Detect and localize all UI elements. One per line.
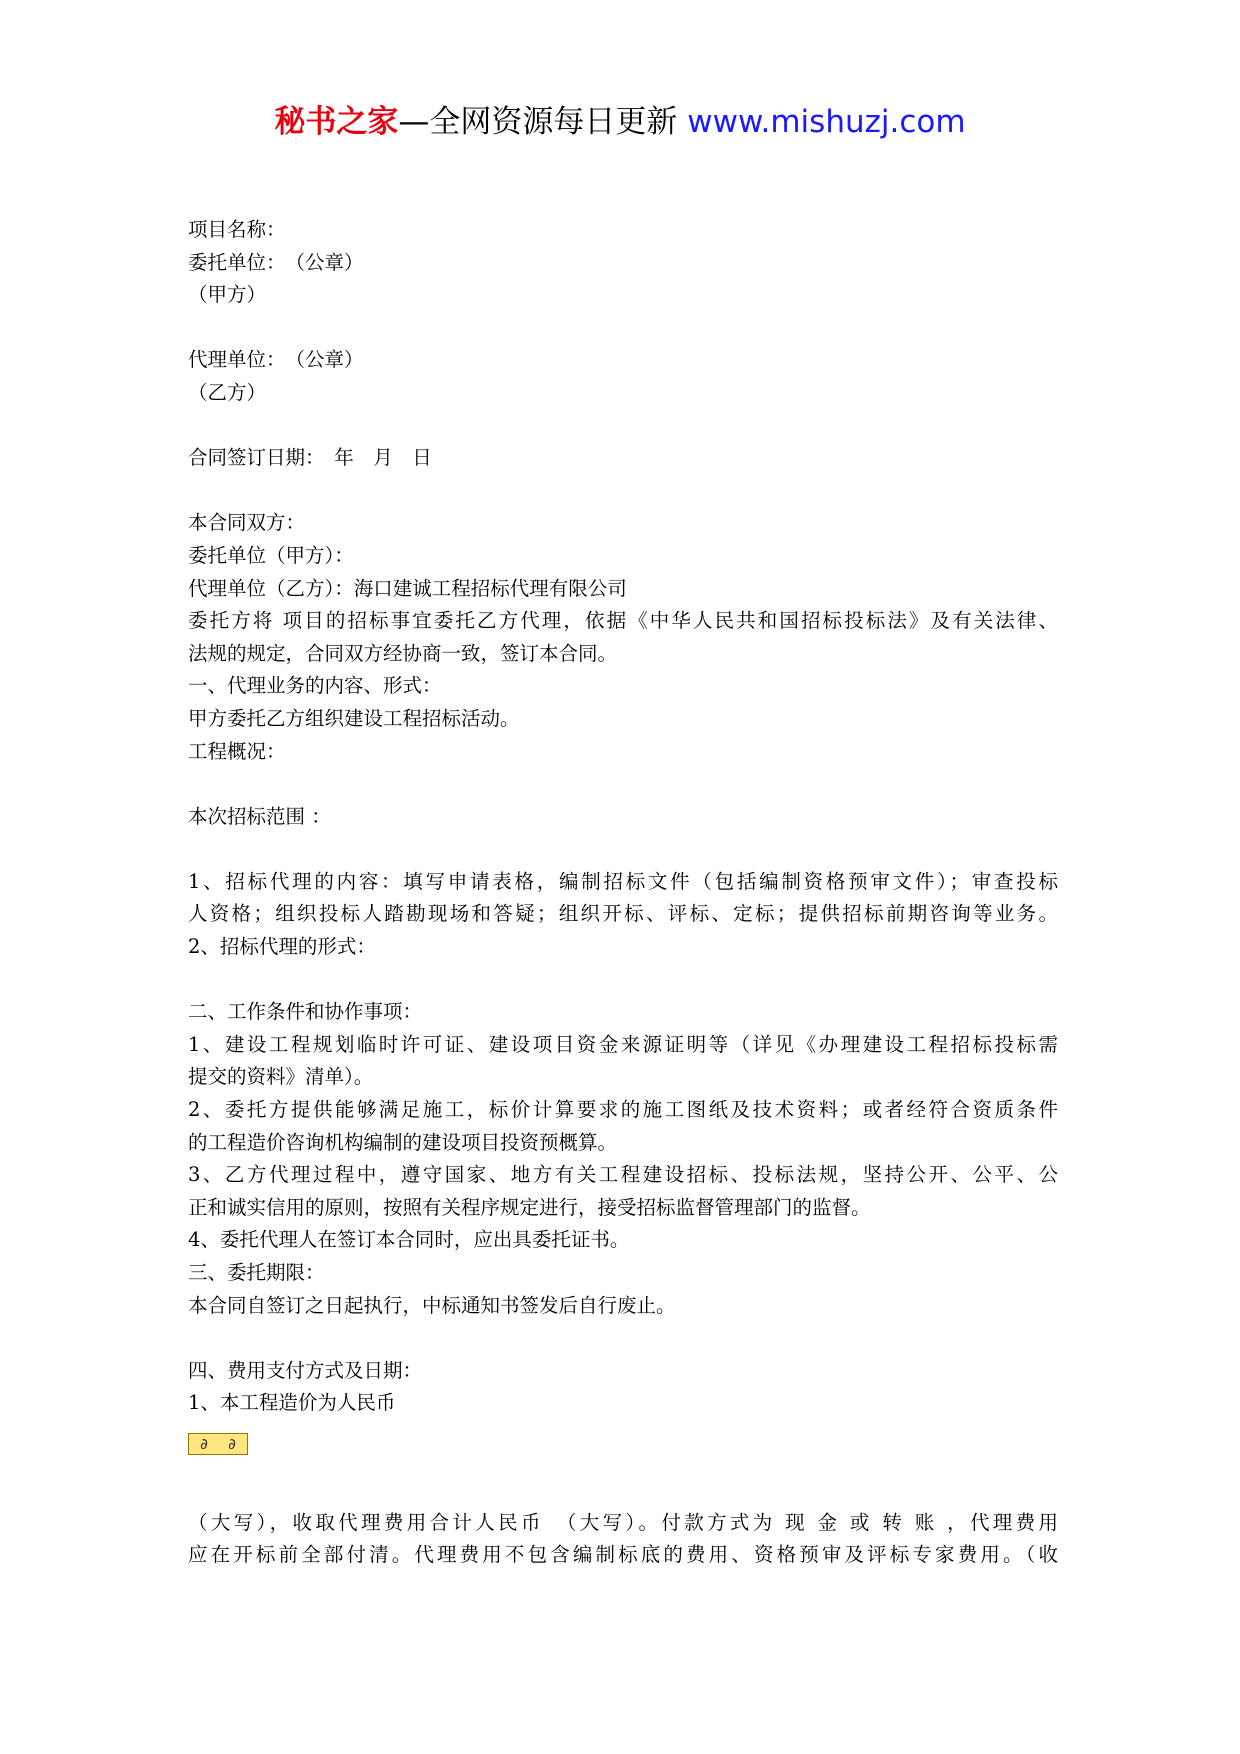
section-4-heading: 四、费用支付方式及日期： — [188, 1358, 423, 1382]
section-3-heading: 三、委托期限： — [188, 1261, 325, 1284]
project-name-label: 项目名称： — [188, 218, 286, 241]
brand-name: 秘书之家 — [274, 104, 399, 140]
project-cost-line: 1、本工程造价为人民币 — [188, 1391, 396, 1415]
condition-3-line-1: 3、乙方代理过程中，遵守国家、地方有关工程建设招标、投标法规，坚持公开、公平、公 — [188, 1163, 1058, 1187]
blank-line — [188, 410, 1058, 443]
site-url[interactable]: www.mishuzj.com — [687, 104, 966, 140]
party-b-line: 代理单位（乙方）：海口建诚工程招标代理有限公司 — [188, 576, 627, 600]
formula-glyph-icon: ∂ — [200, 1435, 208, 1454]
party-a-line: 委托单位（甲方）： — [188, 543, 354, 567]
agency-form-label: 2、招标代理的形式： — [188, 935, 376, 959]
project-overview-label: 工程概况： — [188, 739, 286, 763]
condition-4-line: 4、委托代理人在签订本合同时，应出具委托证书。 — [188, 1228, 630, 1252]
section-1-heading: 一、代理业务的内容、形式： — [188, 674, 442, 698]
payment-line-1: （大写），收取代理费用合计人民币 （大写）。付款方式为 现 金 或 转 账 ，代理费用 — [188, 1510, 1058, 1534]
party-a-label: （甲方） — [188, 283, 267, 307]
parties-heading: 本合同双方： — [188, 511, 306, 535]
blank-line — [188, 833, 1058, 866]
condition-1-line-1: 1、建设工程规划临时许可证、建设项目资金来源证明等（详见《办理建设工程招标投标需 — [188, 1032, 1058, 1056]
agent-unit-line: 代理单位： （公章） — [188, 348, 364, 372]
condition-2-line-1: 2、委托方提供能够满足施工，标价计算要求的施工图纸及技术资料；或者经符合资质条件 — [188, 1098, 1058, 1122]
condition-3-line-2: 正和诚实信用的原则，按照有关程序规定进行，接受招标监督管理部门的监督。 — [188, 1195, 871, 1219]
site-banner — [0, 100, 1240, 144]
preamble-line-2: 法规的规定，合同双方经协商一致，签订本合同。 — [188, 641, 618, 665]
blank-line — [188, 312, 1058, 345]
sign-date-line: 合同签订日期： 年 月 日 — [188, 446, 432, 470]
blank-line — [188, 1322, 1058, 1355]
formula-glyph-icon: ∂ — [228, 1435, 236, 1454]
agency-content-line-1: 1、招标代理的内容：填写申请表格，编制招标文件（包括编制资格预审文件）；审查投标 — [188, 869, 1058, 893]
section-1-text: 甲方委托乙方组织建设工程招标活动。 — [188, 706, 520, 730]
party-b-label: （乙方） — [188, 380, 267, 404]
client-unit-line: 委托单位： （公章） — [188, 250, 364, 274]
condition-1-line-2: 提交的资料》清单）。 — [188, 1065, 374, 1089]
blank-line — [188, 768, 1058, 801]
blank-line — [188, 1474, 1058, 1507]
embedded-formula-icon[interactable] — [188, 1433, 248, 1455]
term-text: 本合同自签订之日起执行，中标通知书签发后自行废止。 — [188, 1293, 676, 1317]
blank-line — [188, 964, 1058, 997]
bid-scope-label: 本次招标范围 ： — [188, 804, 331, 828]
payment-line-2: 应在开标前全部付清。代理费用不包含编制标底的费用、资格预审及评标专家费用。（收 — [188, 1543, 1058, 1567]
condition-2-line-2: 的工程造价咨询机构编制的建设项目投资预概算。 — [188, 1130, 618, 1154]
section-2-heading: 二、工作条件和协作事项： — [188, 1000, 423, 1024]
blank-line — [188, 475, 1058, 508]
banner-tagline: —全网资源每日更新 — [398, 104, 678, 140]
embedded-object-row — [188, 1420, 1058, 1474]
contract-body — [188, 214, 1058, 1572]
agency-content-line-2: 人资格；组织投标人踏勘现场和答疑；组织开标、评标、定标；提供招标前期咨询等业务。 — [188, 902, 1058, 926]
preamble-line-1: 委托方将 项目的招标事宜委托乙方代理，依据《中华人民共和国招标投标法》及有关法律、 — [188, 609, 1058, 633]
